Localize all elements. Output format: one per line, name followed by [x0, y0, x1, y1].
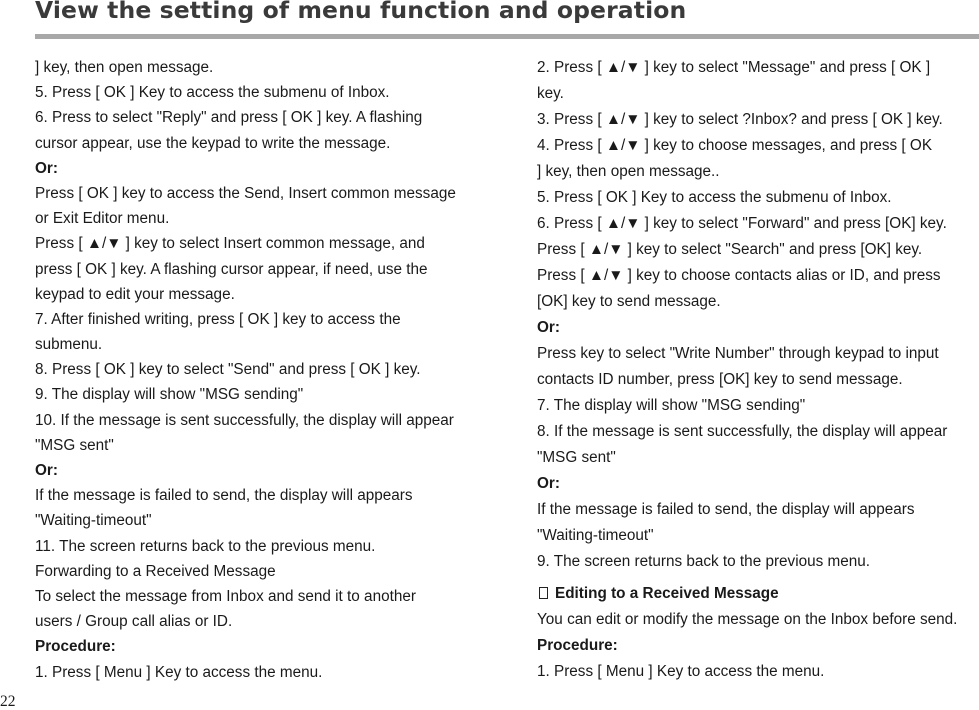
text-line — [35, 609, 485, 634]
text-line — [537, 263, 979, 289]
section-heading — [35, 458, 485, 483]
text-line — [537, 107, 979, 133]
text-line — [35, 181, 485, 206]
text-line — [537, 341, 979, 367]
text-line — [35, 55, 485, 80]
text-line-content: Procedure: — [537, 637, 618, 654]
section-heading — [537, 581, 979, 607]
text-line-content: ] key, then open message. — [35, 59, 214, 76]
text-line-content: Press [ OK ] key to access the Send, Insert common message — [35, 184, 456, 202]
text-line-content: ] key, then open message.. — [537, 163, 720, 180]
text-line-content: keypad to edit your message. — [35, 285, 235, 303]
page-title: View the setting of menu function and operation — [35, 0, 687, 24]
text-line-content: 11. The screen returns back to the previous menu. — [35, 537, 376, 555]
text-line-content: To select the message from Inbox and send it to another — [35, 587, 416, 605]
text-line — [537, 289, 979, 315]
text-line — [35, 332, 485, 357]
text-line — [35, 483, 485, 508]
text-line-content: users / Group call alias or ID. — [35, 613, 233, 631]
section-heading — [537, 315, 979, 341]
text-line — [35, 80, 485, 105]
text-line-content: 7. After finished writing, press [ OK ] key to access the — [35, 310, 401, 328]
text-line-content: "MSG sent" — [35, 436, 114, 454]
text-line — [35, 660, 485, 685]
text-line-content: press [ OK ] key. A flashing cursor appear, if need, use the — [35, 260, 428, 278]
text-line — [537, 523, 979, 549]
text-line-content: contacts ID number, press [OK] key to send message. — [537, 371, 903, 388]
text-line — [35, 508, 485, 533]
text-line — [537, 445, 979, 471]
page-number: 22 — [0, 693, 16, 710]
text-line-content: 1. Press [ Menu ] Key to access the menu. — [537, 663, 825, 680]
text-line-content: Or: — [35, 159, 58, 177]
text-line-content: Press key to select "Write Number" through keypad to input — [537, 345, 939, 362]
text-line — [35, 231, 485, 256]
text-line-content: 1. Press [ Menu ] Key to access the menu. — [35, 663, 323, 681]
text-line — [537, 367, 979, 393]
section-heading — [35, 634, 485, 659]
text-line-content: 8. If the message is sent successfully, the display will appear — [537, 423, 948, 440]
text-line-content: "Waiting-timeout" — [537, 527, 654, 544]
text-line — [35, 534, 485, 559]
text-line-content: "Waiting-timeout" — [35, 512, 152, 530]
text-line — [537, 133, 979, 159]
text-line — [537, 237, 979, 263]
text-line-content: 10. If the message is sent successfully, the display will appear — [35, 411, 454, 429]
text-line — [35, 382, 485, 407]
text-line-content: Or: — [537, 319, 560, 336]
text-line — [35, 105, 485, 130]
checkbox-icon — [539, 587, 548, 599]
text-line — [35, 206, 485, 231]
text-line — [537, 55, 979, 81]
text-line-content: 4. Press [ ▲/▼ ] key to choose messages, and press [ OK — [537, 137, 933, 154]
left-column — [35, 55, 485, 685]
right-column — [537, 55, 979, 685]
text-line-content: If the message is failed to send, the display will appears — [35, 487, 413, 505]
text-line-content: Forwarding to a Received Message — [35, 562, 276, 580]
text-line-content: Procedure: — [35, 638, 116, 656]
text-line — [35, 257, 485, 282]
text-line — [35, 282, 485, 307]
section-heading — [537, 471, 979, 497]
title-underline-rule — [35, 34, 979, 39]
text-line — [537, 185, 979, 211]
text-line — [35, 131, 485, 156]
text-line-content: [OK] key to send message. — [537, 293, 721, 310]
text-line-content: 9. The display will show "MSG sending" — [35, 386, 304, 404]
text-line-content: 3. Press [ ▲/▼ ] key to select ?Inbox? and press [ OK ] key. — [537, 111, 943, 128]
text-line — [537, 211, 979, 237]
text-line-content: submenu. — [35, 336, 103, 354]
text-line — [537, 419, 979, 445]
text-line-content: 5. Press [ OK ] Key to access the submenu of Inbox. — [537, 189, 892, 206]
text-line-content: If the message is failed to send, the display will appears — [537, 501, 915, 518]
text-line-content: 6. Press [ ▲/▼ ] key to select "Forward" and press [OK] key. — [537, 215, 947, 232]
text-line-content: You can edit or modify the message on the Inbox before send. — [537, 611, 958, 628]
text-line-content: Press [ ▲/▼ ] key to choose contacts alias or ID, and press — [537, 267, 941, 284]
text-line — [537, 81, 979, 107]
text-line — [35, 357, 485, 382]
text-line-content: Press [ ▲/▼ ] key to select "Search" and press [OK] key. — [537, 241, 923, 258]
text-line-content: Press [ ▲/▼ ] key to select Insert common message, and — [35, 235, 425, 253]
text-line-content: 5. Press [ OK ] Key to access the submenu of Inbox. — [35, 84, 390, 102]
text-line-content: Or: — [35, 462, 58, 479]
text-line-content: or Exit Editor menu. — [35, 210, 170, 228]
text-line — [537, 549, 979, 575]
text-line — [537, 393, 979, 419]
text-line-content: Or: — [537, 475, 560, 492]
text-line-content: 2. Press [ ▲/▼ ] key to select "Message" and press [ OK ] — [537, 59, 931, 76]
text-line — [537, 497, 979, 523]
text-line-content: "MSG sent" — [537, 449, 616, 466]
text-line-content: 6. Press to select "Reply" and press [ OK ] key. A flashing — [35, 109, 423, 127]
text-line — [537, 607, 979, 633]
text-line — [35, 408, 485, 433]
section-heading — [35, 156, 485, 181]
text-line — [35, 433, 485, 458]
text-line-content: Editing to a Received Message — [555, 585, 779, 602]
text-line-content: 8. Press [ OK ] key to select "Send" and press [ OK ] key. — [35, 361, 421, 379]
section-heading — [537, 633, 979, 659]
text-line-content: cursor appear, use the keypad to write the message. — [35, 134, 391, 152]
text-line — [537, 659, 979, 685]
text-line — [537, 159, 979, 185]
text-line-content: 9. The screen returns back to the previous menu. — [537, 553, 871, 570]
text-line-content: 7. The display will show "MSG sending" — [537, 397, 806, 414]
text-line — [35, 584, 485, 609]
text-line — [35, 559, 485, 584]
text-line — [35, 307, 485, 332]
text-line-content: key. — [537, 85, 564, 102]
